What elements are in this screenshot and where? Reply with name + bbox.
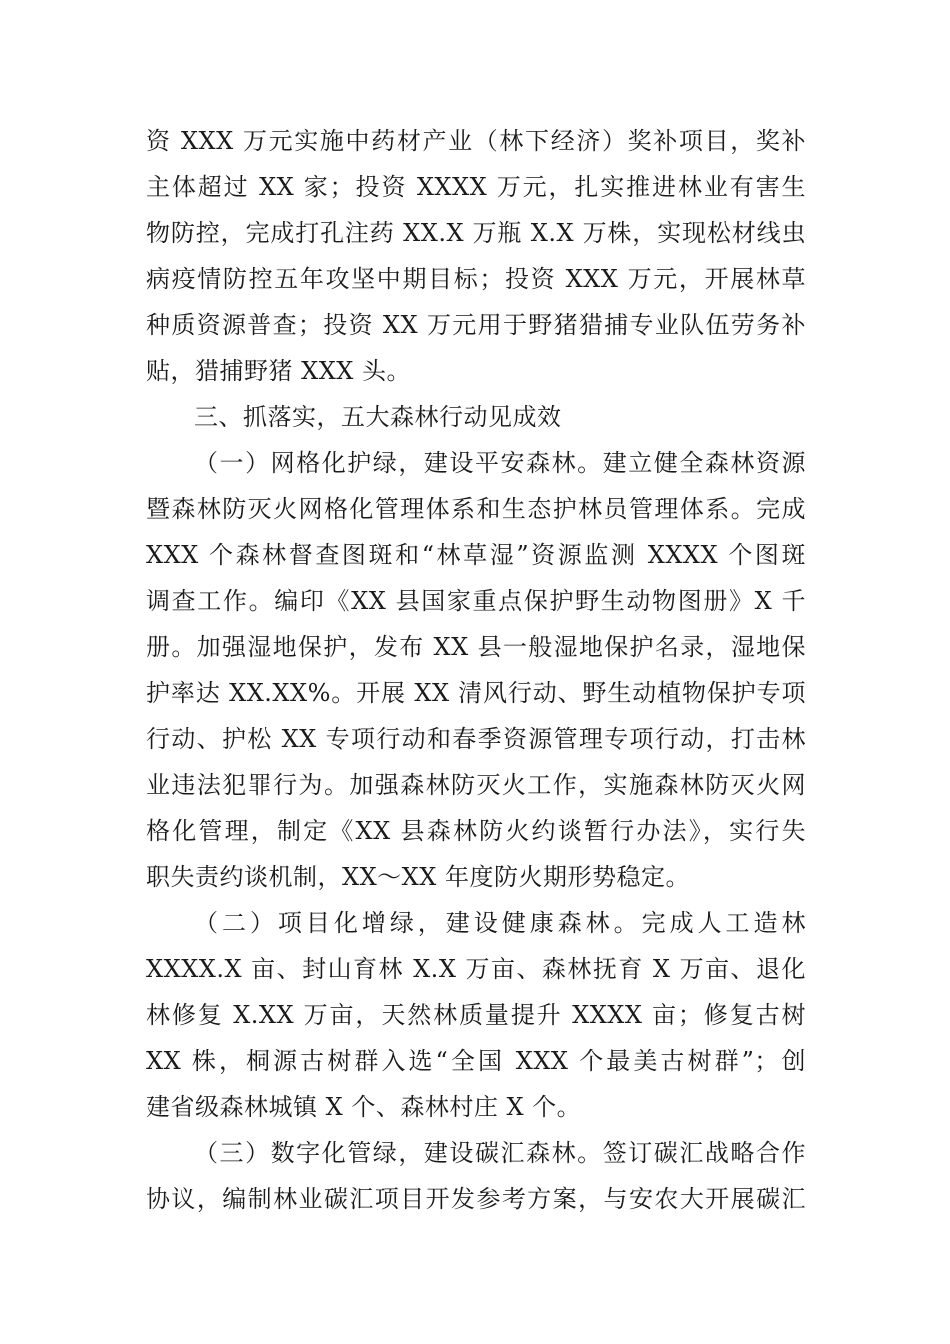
text-line: 物防控，完成打孔注药 XX.X 万瓶 X.X 万株，实现松材线虫 [146,219,806,247]
text-line: 主体超过 XX 家；投资 XXXX 万元，扎实推进林业有害生 [146,173,806,201]
text-line: 职失责约谈机制，XX～XX 年度防火期形势稳定。 [146,863,690,891]
text-line: （二）项目化增绿，建设健康森林。完成人工造林 [194,909,806,937]
text-line: （一）网格化护绿，建设平安森林。建立健全森林资源 [194,449,806,477]
text-line: （三）数字化管绿，建设碳汇森林。签订碳汇战略合作 [194,1139,806,1167]
text-line: 册。加强湿地保护，发布 XX 县一般湿地保护名录，湿地保 [146,633,806,661]
heading-line: 三、抓落实，五大森林行动见成效 [194,403,562,431]
text-line: XXX 个森林督查图斑和“林草湿”资源监测 XXXX 个图斑 [146,541,806,569]
text-line: 病疫情防控五年攻坚中期目标；投资 XXX 万元，开展林草 [146,265,806,293]
text-line: 协议，编制林业碳汇项目开发参考方案，与安农大开展碳汇 [146,1185,806,1213]
text-line: 建省级森林城镇 X 个、森林村庄 X 个。 [146,1093,582,1121]
paragraph-grid-protection [146,440,806,900]
text-line: 业违法犯罪行为。加强森林防灭火工作，实施森林防灭火网 [146,771,806,799]
text-line: 资 XXX 万元实施中药材产业（林下经济）奖补项目，奖补 [146,127,806,155]
text-line: 种质资源普查；投资 XX 万元用于野猪猎捕专业队伍劳务补 [146,311,806,339]
paragraph-project-greening [146,900,806,1130]
paragraph-digital-management [146,1130,806,1222]
text-line: XXXX.X 亩、封山育林 X.X 万亩、森林抚育 X 万亩、退化 [146,955,806,983]
text-line: 行动、护松 XX 专项行动和春季资源管理专项行动，打击林 [146,725,806,753]
text-line: 护率达 XX.XX%。开展 XX 清风行动、野生动植物保护专项 [146,679,806,707]
text-line: XX 株，桐源古树群入选“全国 XXX 个最美古树群”；创 [146,1047,806,1075]
paragraph-investment [146,118,806,394]
section-heading [146,394,806,440]
text-line: 暨森林防灭火网格化管理体系和生态护林员管理体系。完成 [146,495,806,523]
document-page [146,118,806,1222]
text-line: 调查工作。编印《XX 县国家重点保护野生动物图册》X 千 [146,587,806,615]
text-line: 贴，猎捕野猪 XXX 头。 [146,357,412,385]
text-line: 格化管理，制定《XX 县森林防火约谈暂行办法》，实行失 [146,817,806,845]
text-line: 林修复 X.XX 万亩，天然林质量提升 XXXX 亩；修复古树 [146,1001,806,1029]
